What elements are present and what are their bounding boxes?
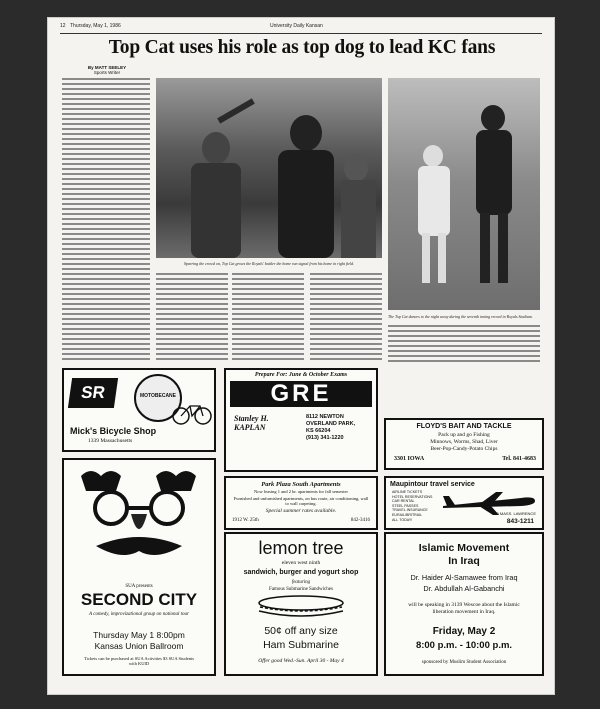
travel-item: CAR RENTAL [392, 499, 415, 504]
gre-addr2: OVERLAND PARK, [306, 421, 356, 427]
travel-title: Maupintour travel service [390, 481, 475, 488]
park-line2: Furnished and unfurnished apartments, on bus route, air conditioning, wall to wall carpeting. [233, 496, 369, 506]
lemon-line2: featuring [291, 580, 311, 585]
text-lines [62, 77, 150, 362]
ad-gre-kaplan [224, 368, 378, 472]
ad-lemon-tree [224, 532, 378, 676]
floyd-address: 3301 IOWA [394, 456, 425, 462]
sr-logo-text: SR [79, 383, 107, 402]
islamic-title1: Islamic Movement [418, 542, 510, 554]
travel-item: HOTEL RESERVATIONS [392, 494, 433, 499]
islamic-desc: will be speaking in 3139 Wescoe about the Islamic liberation movement in Iraq. [408, 602, 520, 615]
text-lines [388, 324, 540, 362]
newspaper-page [48, 18, 554, 694]
travel-phone: 843-1211 [506, 518, 534, 525]
ad-floyds-bait [384, 418, 544, 470]
article-column-3 [232, 272, 304, 362]
header-rule [60, 33, 542, 34]
shop-address: 1339 Massachusetts [88, 438, 133, 444]
lemon-offer: Offer good Wed.-Sun. April 30 - May 4 [258, 658, 344, 664]
sc-date: Thursday May 1 8:00pm [93, 630, 185, 640]
floyd-phone: Tel. 841-4683 [502, 456, 536, 462]
travel-item: ALL TODAY! [392, 517, 413, 522]
travel-city: LAWRENCE [513, 511, 536, 516]
gre-title: GRE [270, 380, 332, 407]
page-number: 12 [60, 23, 66, 29]
byline [62, 65, 152, 75]
page-date: Thursday, May 1, 1986 [70, 23, 121, 29]
gre-banner [230, 381, 372, 407]
islamic-sponsor: sponsored by Muslim Student Association [421, 660, 507, 665]
kaplan-brand: Stanley H. KAPLAN [234, 414, 269, 432]
lemon-address: eleven west ninth [281, 560, 321, 566]
gre-tagline: Prepare For: June & October Exams [254, 372, 348, 378]
sc-subtitle: A comedy, improvizational group on national tour [89, 612, 189, 617]
photo-top-cat-dancing [388, 78, 540, 310]
ad-park-plaza [224, 476, 378, 530]
sc-tickets: Tickets can be purchased at SUA Activities $3 SUA Students with KUID [84, 656, 194, 666]
headline: Top Cat uses his role as top dog to lead KC fans [108, 37, 496, 58]
photo-dancers [388, 78, 540, 310]
bicycle-icon [172, 400, 212, 426]
article-column-1 [62, 77, 150, 362]
islamic-speaker1: Dr. Haider Al-Samawee from Iraq [410, 573, 518, 582]
sc-venue: Kansas Union Ballroom [94, 641, 184, 651]
sc-presents: SUA presents [125, 584, 153, 589]
lemon-line1: sandwich, burger and yogurt shop [243, 569, 359, 576]
park-line3: Special summer rates available. [265, 508, 337, 514]
ad-maupintour [384, 476, 544, 530]
travel-item: TRAVEL INSURANCE [392, 508, 428, 513]
islamic-time: 8:00 p.m. - 10:00 p.m. [415, 640, 513, 651]
byline-title: Sports Writer [93, 70, 121, 75]
gre-address [306, 414, 355, 442]
islamic-speaker2: Dr. Abdullah Al-Gabanchi [423, 584, 505, 593]
photo-caption-left: Sparring the crowd on, Top Cat grows the Royals' battler the home run signal from his home in right field. [183, 261, 355, 266]
ad-second-city [62, 458, 216, 676]
sc-title: SECOND CITY [80, 590, 198, 609]
travel-item: STEEL PASSES [392, 503, 419, 508]
photo-top-cat-crowd [156, 78, 382, 258]
park-phone: 842-3416 [350, 518, 370, 523]
text-lines [156, 272, 228, 362]
article-column-5 [388, 324, 540, 362]
travel-addr: 900 MASS. [492, 511, 513, 516]
article-column-2 [156, 272, 228, 362]
floyd-line3: Beer-Pop-Candy-Potato Chips [430, 446, 498, 452]
travel-item: EURAIL/BRITRAIL [392, 512, 423, 517]
travel-address [492, 511, 536, 516]
islamic-date: Friday, May 2 [432, 626, 496, 637]
ad-islamic-movement [384, 532, 544, 676]
badge-text: MOTOBECANE [139, 393, 177, 399]
photo-silhouettes [156, 78, 382, 258]
article-column-4 [310, 272, 382, 362]
shop-name: Mick's Bicycle Shop [70, 426, 157, 436]
park-line1: Now leasing 1 and 2 br. apartments for fall semester [254, 489, 348, 494]
gre-phone: (913) 341-1220 [306, 435, 344, 441]
lemon-coupon2: Ham Submarine [263, 639, 339, 651]
paper-name: University Daily Kansan [270, 23, 323, 29]
gre-addr3: KS 66204 [306, 428, 331, 434]
groucho-face-icon [76, 466, 202, 576]
park-address: 1912 W. 25th [232, 518, 259, 523]
lemon-coupon1: 50¢ off any size [264, 625, 338, 637]
text-lines [232, 272, 304, 362]
ad-micks-bicycle [62, 368, 216, 452]
lemon-title: lemon tree [258, 538, 344, 558]
page-header [60, 23, 542, 33]
islamic-title2: In Iraq [448, 555, 480, 567]
floyd-line2: Minnows, Worms, Shad, Liver [430, 439, 498, 445]
gre-addr1: 8112 NEWTON [306, 414, 344, 420]
sandwich-icon [256, 595, 346, 621]
byline-name: By MATT SEELEY [87, 65, 127, 70]
lemon-line3: Famous Submarine Sandwiches [269, 587, 333, 592]
text-lines [310, 272, 382, 362]
floyd-title: FLOYD'S BAIT AND TACKLE [416, 423, 512, 430]
sr-logo [68, 378, 118, 408]
travel-services [392, 490, 432, 522]
park-title: Park Plaza South Apartments [261, 481, 341, 488]
travel-item: AIRLINE TICKETS [392, 490, 423, 494]
floyd-line1: Pack up and go Fishing [438, 432, 490, 438]
photo-caption-right: The Top Cat dances to the night away during the seventh inning record in Royals Stadium. [388, 314, 533, 319]
